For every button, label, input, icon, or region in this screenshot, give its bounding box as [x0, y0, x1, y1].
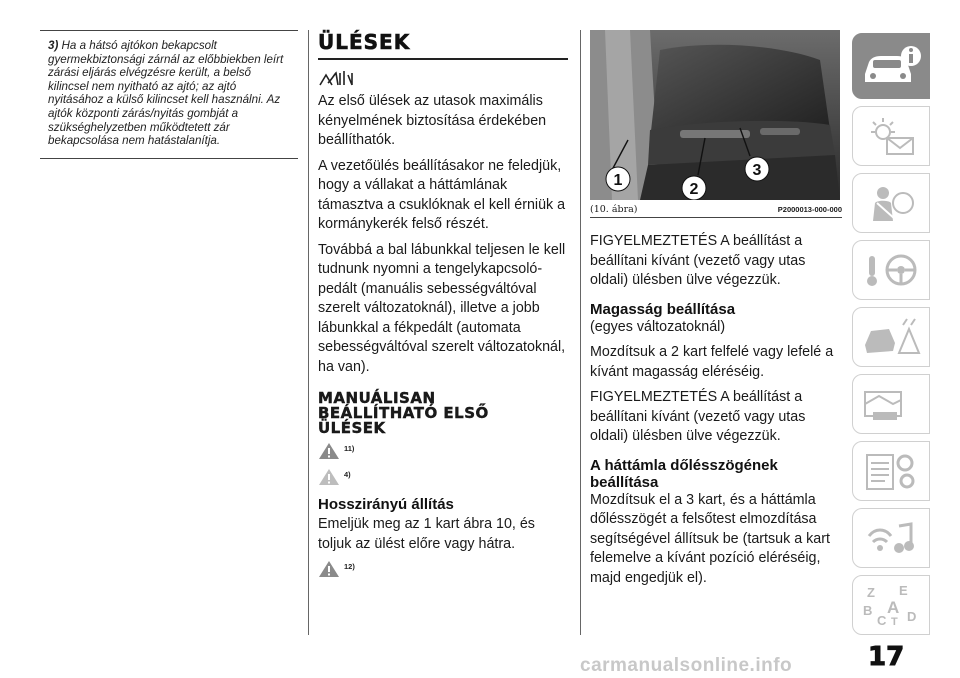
maintenance-icon: [859, 382, 923, 426]
chapter-tabs: [852, 33, 930, 642]
warning-ref-row-2: [318, 558, 570, 580]
right-column: [590, 30, 842, 588]
seat-icons: [318, 68, 570, 90]
column-divider: [580, 30, 581, 635]
svg-text:C: C: [877, 613, 887, 627]
technical-data-icon: [859, 449, 923, 493]
tab-emergency[interactable]: [852, 307, 930, 367]
note-ref: 3): [48, 39, 59, 52]
tab-multimedia[interactable]: [852, 508, 930, 568]
key-steering-icon: [859, 248, 923, 292]
driver-seat-text: A vezetőülés beállításakor ne feledjük, hogy a vállakat a háttámlának támasztva a csuklóknak el kell érniük a kormánykerék felső részét.: [318, 157, 566, 232]
seat-photo: [590, 30, 840, 200]
caution-ref: 4): [344, 469, 351, 479]
figure-caption: [590, 204, 842, 218]
child-lock-note: [40, 30, 298, 159]
column-divider: [308, 30, 309, 635]
tab-technical[interactable]: [852, 441, 930, 501]
index-icon: [859, 583, 923, 627]
svg-text:A: A: [887, 598, 900, 617]
intro-text: Az első ülések az utasok maximális kényelmének biztosítása érdekében beállíthatók.: [318, 93, 547, 148]
seat-figure: [590, 30, 840, 200]
warning-ref-row: [318, 440, 570, 462]
backrest-text: Mozdítsuk el a 3 kart, és a háttámla dőlésszögét a felsőtest elmozdítása segítségével állítsuk be (tartsuk a kart felemelve a kívánt pozíció eléréséig, majd engedjük el).: [590, 491, 830, 586]
height-text: Mozdítsuk a 2 kart felfelé vagy lefelé a kívánt magasság eléréséig.: [590, 344, 834, 380]
warning-text-2: FIGYELMEZTETÉS A beállítást a beállítani kívánt (vezető vagy utas oldali) ülésben ülve végezzük.: [590, 389, 806, 444]
figure-label-3: 3: [752, 162, 762, 179]
warning-lights-icon: [859, 114, 923, 158]
caution-triangle-icon: [318, 468, 340, 486]
tab-car-info[interactable]: [852, 33, 930, 99]
tab-warning-lights[interactable]: [852, 106, 930, 166]
figure-number: (10. ábra): [590, 204, 638, 215]
height-subtitle: (egyes változatoknál): [590, 318, 726, 335]
warning-triangle-icon: [318, 442, 340, 460]
svg-text:B: B: [863, 603, 873, 618]
safety-airbag-icon: [859, 181, 923, 225]
pedal-text: Továbbá a bal lábunkkal teljesen le kell tudnunk nyomni a tengelykapcsoló-pedált (manuális sebességváltóval szerelt változatoknál), illetve a jobb lábunkkal a fékpedált (automata sebességváltóval szerelt változatoknál, ha van).: [318, 241, 566, 375]
warning-text-1: FIGYELMEZTETÉS A beállítást a beállítani kívánt (vezető vagy utas oldali) ülésben ülve végezzük.: [590, 233, 806, 288]
tab-index[interactable]: [852, 575, 930, 635]
longitudinal-title: Hosszirányú állítás: [318, 496, 454, 513]
svg-text:Z: Z: [867, 585, 875, 600]
section-title: ÜLÉSEK: [318, 30, 568, 60]
warning-ref: 11): [344, 443, 355, 453]
figure-label-2: 2: [689, 181, 699, 198]
watermark: carmanualsonline.info: [580, 655, 793, 676]
multimedia-icon: [859, 516, 923, 560]
car-info-icon: [859, 44, 923, 88]
caution-ref-row: [318, 466, 570, 488]
svg-text:T: T: [891, 616, 898, 627]
backrest-title: A háttámla dőlésszögének beállítása: [590, 456, 778, 491]
tab-safety[interactable]: [852, 173, 930, 233]
svg-text:D: D: [907, 609, 917, 624]
note-text: Ha a hátsó ajtókon bekapcsolt gyermekbiztonsági zárnál az előbbiekben leírt zárási eljárás elvégzésre került, a belső kilincsel nem nyitható az ajtó; az ajtó nyitásához a külső kilincset kell használni. Az ajtók központi zárás/nyitás gombját a szükséghelyzetben működtetett zár bekapcsolása nem hatástalanítja.: [48, 39, 284, 148]
warning-ref: 12): [344, 561, 355, 571]
manual-seats-title: MANUÁLISAN BEÁLLÍTHATÓ ELSŐ ÜLÉSEK: [318, 389, 489, 437]
warning-triangle-icon: [318, 560, 340, 578]
left-column: [40, 30, 298, 159]
tab-starting-driving[interactable]: [852, 240, 930, 300]
svg-text:E: E: [899, 583, 908, 598]
tab-maintenance[interactable]: [852, 374, 930, 434]
figure-label-1: 1: [613, 172, 623, 189]
breakdown-icon: [859, 315, 923, 359]
longitudinal-text: Emeljük meg az 1 kart ábra 10, és toljuk az ülést előre vagy hátra.: [318, 516, 535, 552]
seat-adjust-icon: [318, 69, 356, 89]
middle-column: [318, 30, 570, 580]
figure-code: P2000013-000-000: [777, 205, 842, 214]
page-number: 17: [868, 642, 905, 672]
height-title: Magasság beállítása: [590, 300, 736, 318]
